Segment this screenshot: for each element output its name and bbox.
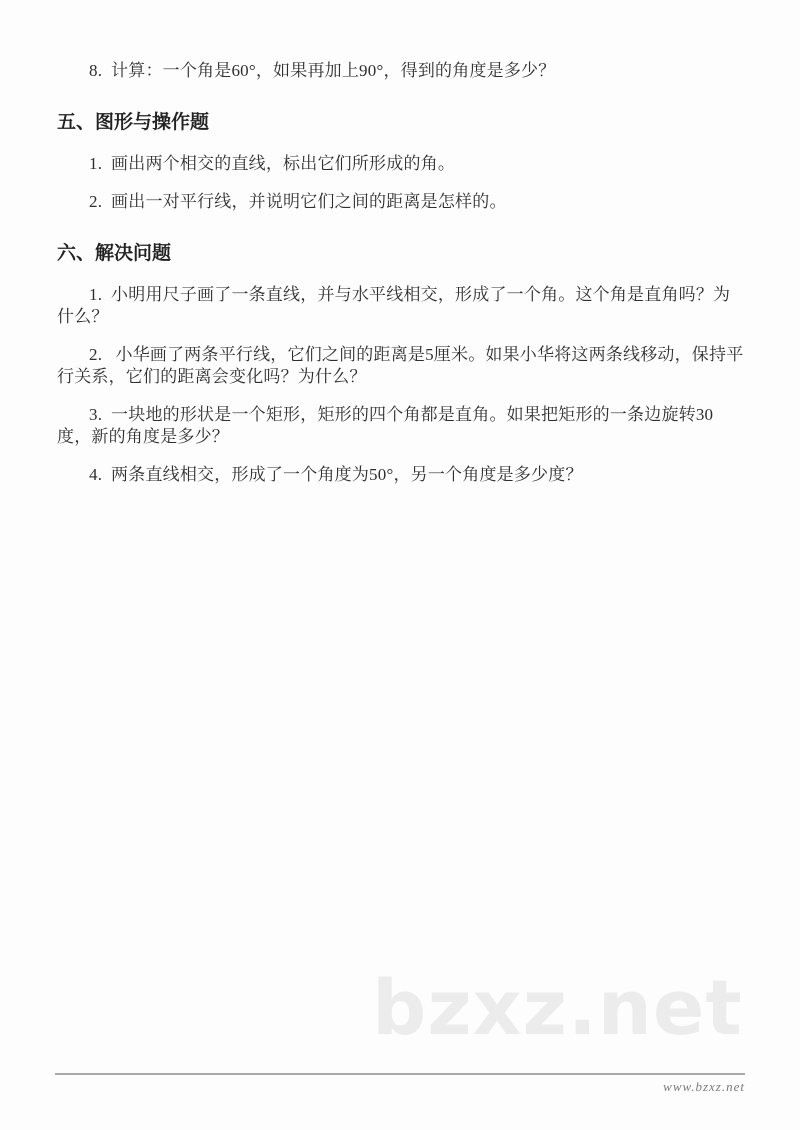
footer-divider xyxy=(55,1073,745,1075)
section-heading-five: 五、图形与操作题 xyxy=(57,112,210,133)
worksheet-content xyxy=(57,60,746,502)
question-six-2: 2. 小华画了两条平行线，它们之间的距离是5厘米。如果小华将这两条线移动，保持平行关系，它们的距离会变化吗？为什么？ xyxy=(57,345,744,386)
question-six-3: 3. 一块地的形状是一个矩形，矩形的四个角都是直角。如果把矩形的一条边旋转30度，新的角度是多少？ xyxy=(57,405,714,446)
question-five-2: 2. 画出一对平行线，并说明它们之间的距离是怎样的。 xyxy=(89,192,507,211)
question-five-1: 1. 画出两个相交的直线，标出它们所形成的角。 xyxy=(89,154,456,173)
section-heading-six: 六、解决问题 xyxy=(57,243,172,264)
footer-site-url: www.bzxz.net xyxy=(663,1079,745,1094)
site-watermark: bzxz.net xyxy=(372,963,743,1052)
question-six-4: 4. 两条直线相交，形成了一个角度为50°，另一个角度是多少度？ xyxy=(89,465,583,484)
question-six-1: 1. 小明用尺子画了一条直线，并与水平线相交，形成了一个角。这个角是直角吗？为什么？ xyxy=(57,285,731,326)
question-8: 8. 计算：一个角是60°，如果再加上90°，得到的角度是多少？ xyxy=(89,61,556,80)
